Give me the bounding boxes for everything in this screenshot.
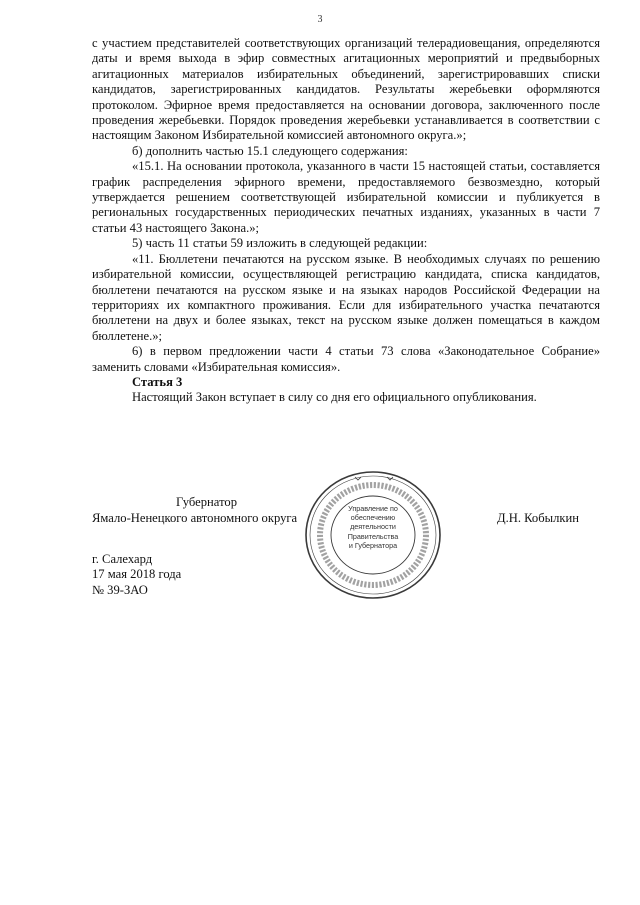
paragraph-part-15-1: «15.1. На основании протокола, указанного в части 15 настоящей статьи, составляется график распределения эфирного времени, предоставляемого безвозмездно, который утверждается решением соответствующей избирательной комиссии и публикуется в региональных государственных периодических печатных изданиях, указанных в части 7 статьи 43 настоящего Закона.»;	[92, 159, 600, 235]
document-body	[92, 36, 600, 406]
signatory-title: Губернатор	[176, 495, 237, 509]
page-number: 3	[317, 14, 323, 25]
paragraph-part-11: «11. Бюллетени печатаются на русском языке. В необходимых случаях по решению избирательной комиссии, осуществляющей регистрацию кандидата, списка кандидатов, бюллетени печатаются на русском языке и на языках народов Российской Федерации на территориях их компактного проживания. Если для избирательного участка печатаются бюллетени на двух и более языках, текст на русском языке должен помещаться в каждом бюллетене.»;	[92, 251, 600, 343]
article-3-title: Статья 3	[132, 374, 183, 389]
city: г. Салехард	[92, 552, 153, 566]
signatory-name: Д.Н. Кобылкин	[497, 511, 579, 525]
seal-center-text: Управление по обеспечению деятельности Правительства и Губернатора	[347, 504, 399, 550]
paragraph-amendment-6: 6) в первом предложении части 4 статьи 73 слова «Законодательное Собрание» заменить словами «Избирательная комиссия».	[92, 344, 600, 374]
signatory-region: Ямало-Ненецкого автономного округа	[92, 511, 298, 525]
paragraph-continuation: с участием представителей соответствующих организаций телерадиовещания, определяются даты и время выхода в эфир совместных агитационных мероприятий и предвыборных агитационных материалов избирательных объединений, зарегистрировавших списки кандидатов, зарегистрированных кандидатов. Результаты жеребьевки оформляются протоколом. Эфирное время предоставляется на основании договора, заключенного после проведения жеребьевки. Порядок проведения жеребьевки устанавливается в соответствии с настоящим Законом Избирательной комиссией автономного округа.»;	[92, 36, 600, 143]
official-seal	[303, 468, 443, 602]
law-number: № 39-ЗАО	[92, 582, 148, 597]
paragraph-amendment-b: б) дополнить частью 15.1 следующего содержания:	[132, 143, 408, 158]
article-3-text: Настоящий Закон вступает в силу со дня его официального опубликования.	[132, 390, 537, 405]
signing-date: 17 мая 2018 года	[92, 567, 182, 582]
paragraph-amendment-5: 5) часть 11 статьи 59 изложить в следующей редакции:	[132, 236, 428, 251]
place-date-number	[92, 552, 181, 598]
